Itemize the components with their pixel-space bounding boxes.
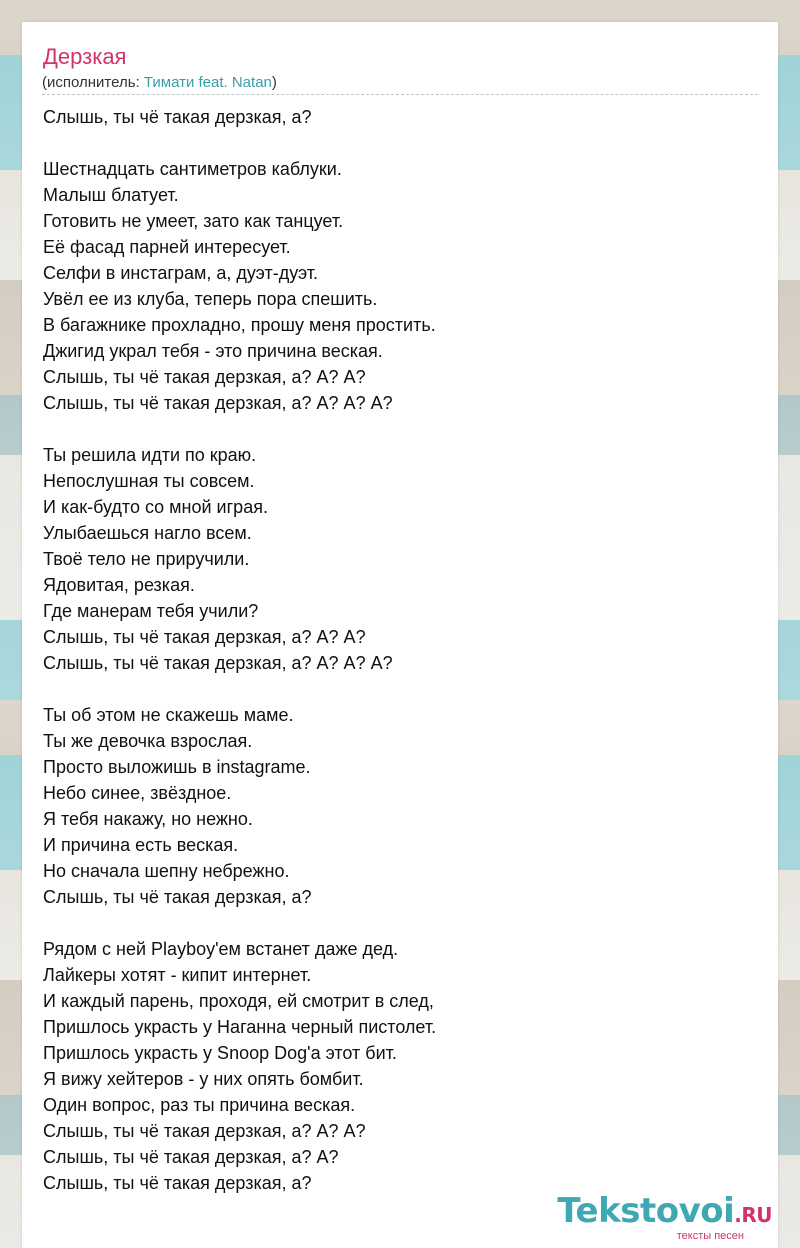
lyric-line: Слышь, ты чё такая дерзкая, а? [43, 887, 312, 907]
lyric-line: Рядом с ней Playboy'ем встанет даже дед. [43, 939, 399, 959]
lyrics-card [22, 22, 778, 1248]
lyric-line: Я вижу хейтеров - у них опять бомбит. [43, 1069, 364, 1089]
lyric-line: Непослушная ты совсем. [43, 471, 255, 491]
lyric-line: И каждый парень, проходя, ей смотрит в след, [43, 991, 434, 1011]
lyric-line: Я тебя накажу, но нежно. [43, 809, 253, 829]
lyric-line: Ты решила идти по краю. [43, 445, 257, 465]
artist-line [42, 73, 277, 93]
lyric-line: Один вопрос, раз ты причина веская. [43, 1095, 356, 1115]
logo-tagline: тексты песен [676, 1230, 744, 1242]
lyric-line: Слышь, ты чё такая дерзкая, а? [43, 107, 312, 127]
lyric-line: Селфи в инстаграм, а, дуэт-дуэт. [43, 263, 319, 283]
lyric-line: Слышь, ты чё такая дерзкая, а? А? [43, 1147, 339, 1167]
lyric-line: Готовить не умеет, зато как танцует. [43, 211, 344, 231]
lyric-line: Шестнадцать сантиметров каблуки. [43, 159, 342, 179]
artist-link[interactable]: Тимати feat. Natan [143, 74, 272, 91]
lyric-line: Слышь, ты чё такая дерзкая, а? [43, 1173, 312, 1193]
lyric-line: И как-будто со мной играя. [43, 497, 268, 517]
lyric-line: Слышь, ты чё такая дерзкая, а? А? А? [43, 367, 366, 387]
logo-name: Tekstovoi [557, 1191, 735, 1231]
lyric-line: В багажнике прохладно, прошу меня простить. [43, 315, 436, 335]
lyric-line: Ядовитая, резкая. [43, 575, 195, 595]
lyric-line: Пришлось украсть у Наганна черный пистолет. [43, 1017, 437, 1037]
stanza-gap [43, 130, 758, 156]
song-title: Дерзкая [43, 44, 127, 69]
lyric-line: Где манерам тебя учили? [43, 601, 259, 621]
lyric-line: Твоё тело не приручили. [43, 549, 250, 569]
artist-prefix: (исполнитель: [42, 74, 144, 91]
stanza-gap [43, 910, 758, 936]
lyric-line: И причина есть веская. [43, 835, 239, 855]
lyric-line: Слышь, ты чё такая дерзкая, а? А? А? А? [43, 393, 393, 413]
stanza-gap [43, 416, 758, 442]
lyric-line: Джигид украл тебя - это причина веская. [43, 341, 383, 361]
lyric-line: Просто выложишь в instagrame. [43, 757, 311, 777]
lyric-line: Малыш блатует. [43, 185, 179, 205]
site-logo[interactable] [557, 1191, 772, 1242]
lyric-line: Небо синее, звёздное. [43, 783, 232, 803]
lyric-line: Ты об этом не скажешь маме. [43, 705, 294, 725]
logo-tld: RU [741, 1203, 772, 1227]
lyric-line: Но сначала шепну небрежно. [43, 861, 290, 881]
artist-suffix: ) [271, 74, 277, 91]
lyrics-text [43, 104, 758, 1196]
lyric-line: Её фасад парней интересует. [43, 237, 291, 257]
lyric-line: Слышь, ты чё такая дерзкая, а? А? А? А? [43, 653, 393, 673]
logo-dot: . [734, 1203, 742, 1227]
lyric-line: Лайкеры хотят - кипит интернет. [43, 965, 312, 985]
lyric-line: Пришлось украсть у Snoop Dog'a этот бит. [43, 1043, 397, 1063]
lyric-line: Увёл ее из клуба, теперь пора спешить. [43, 289, 378, 309]
lyric-line: Слышь, ты чё такая дерзкая, а? А? А? [43, 1121, 366, 1141]
lyric-line: Слышь, ты чё такая дерзкая, а? А? А? [43, 627, 366, 647]
lyric-line: Улыбаешься нагло всем. [43, 523, 252, 543]
stanza-gap [43, 676, 758, 702]
lyric-line: Ты же девочка взрослая. [43, 731, 253, 751]
divider [42, 94, 758, 95]
